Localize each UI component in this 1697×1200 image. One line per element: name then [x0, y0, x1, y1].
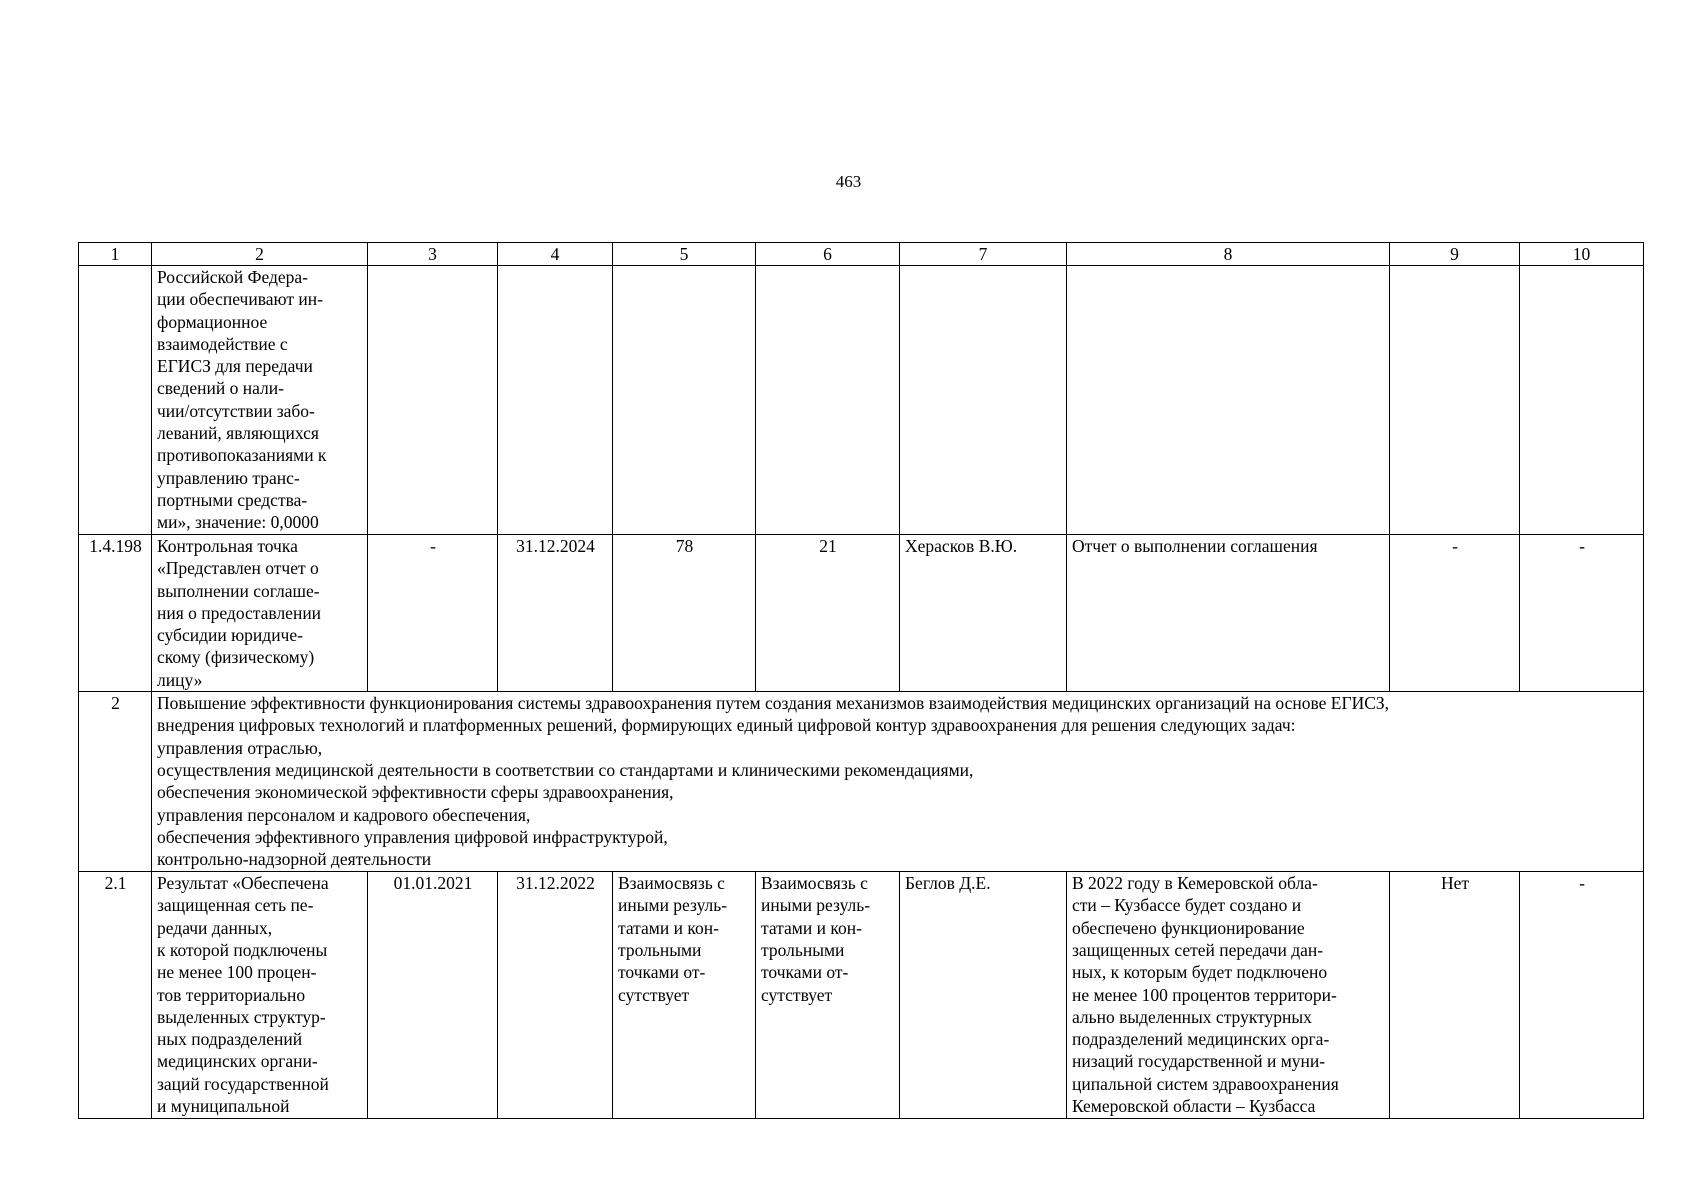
- end-date-cell: 31.12.2024: [498, 535, 613, 692]
- row-number-cell: 1.4.198: [79, 535, 152, 692]
- table-cell: -: [1520, 872, 1644, 1119]
- table-cell: 21: [756, 535, 900, 692]
- description-cell: Результат «Обеспечена защищенная сеть пе- редачи данных, к которой подключены не менее 100 процен- тов территориально выделенных структур- ных подразделений медицинских органи- заций государственной и муниципальной: [152, 872, 368, 1119]
- table-cell: [756, 266, 900, 535]
- description-cell: Российской Федера- ции обеспечивают ин- формационное взаимодействие с ЕГИСЗ для передачи сведений о нали- чии/отсутствии забо- леваний, являющихся противопоказаниями к управлению транс- портными средства- ми», значение: 0,0000: [152, 266, 368, 535]
- row-number-cell: [79, 266, 152, 535]
- column-header: 3: [368, 243, 498, 266]
- column-header: 10: [1520, 243, 1644, 266]
- section-row: [79, 692, 1644, 872]
- column-header: 8: [1067, 243, 1390, 266]
- column-header: 7: [900, 243, 1067, 266]
- table-cell: 78: [613, 535, 756, 692]
- column-header-row: [79, 243, 1644, 266]
- column-header: 1: [79, 243, 152, 266]
- description-cell: Контрольная точка «Представлен отчет о выполнении соглаше- ния о предоставлении субсидии юридиче- скому (физическому) лицу»: [152, 535, 368, 692]
- column-header: 5: [613, 243, 756, 266]
- table-row: [79, 266, 1644, 535]
- table-cell: [900, 266, 1067, 535]
- column-header: 4: [498, 243, 613, 266]
- result-description-cell: В 2022 году в Кемеровской обла- сти – Кузбассе будет создано и обеспечено функционирование защищенных сетей передачи дан- ных, к которым будет подключено не менее 100 процентов территори- ально выделенных структурных подразделений медицинских орга- низаций государственной и муни- ципальной систем здравоохранения Кемеровской области – Кузбасса: [1067, 872, 1390, 1119]
- row-number-cell: 2: [79, 692, 152, 872]
- successor-cell: Взаимосвязь с иными резуль- татами и кон- трольными точками от- сутствует: [756, 872, 900, 1119]
- result-description-cell: Отчет о выполнении соглашения: [1067, 535, 1390, 692]
- main-table: [78, 242, 1644, 1119]
- table-cell: [498, 266, 613, 535]
- end-date-cell: 31.12.2022: [498, 872, 613, 1119]
- column-header: 6: [756, 243, 900, 266]
- page-number: 463: [835, 172, 862, 191]
- column-header: 2: [152, 243, 368, 266]
- section-description-cell: Повышение эффективности функционирования системы здравоохранения путем создания механизмов взаимодействия медицинских организаций на основе ЕГИСЗ, внедрения цифровых технологий и платформенных решений, формирующих единый цифровой контур здравоохранения для решения следующих задач: управления отраслью, осуществления медицинской деятельности в соответствии со стандартами и клиническими рекомендациями, обеспечения экономической эффективности сферы здравоохранения, управления персоналом и кадрового обеспечения, обеспечения эффективного управления цифровой инфраструктурой, контрольно-надзорной деятельности: [152, 692, 1644, 872]
- table-row: [79, 872, 1644, 1119]
- row-number-cell: 2.1: [79, 872, 152, 1119]
- table-row: [79, 535, 1644, 692]
- table-cell: -: [1390, 535, 1520, 692]
- table-cell: -: [1520, 535, 1644, 692]
- table-cell: [368, 266, 498, 535]
- column-header: 9: [1390, 243, 1520, 266]
- responsible-cell: Херасков В.Ю.: [900, 535, 1067, 692]
- table-cell: [1390, 266, 1520, 535]
- table-cell: [1520, 266, 1644, 535]
- responsible-cell: Беглов Д.Е.: [900, 872, 1067, 1119]
- table-cell: [613, 266, 756, 535]
- table-cell: Нет: [1390, 872, 1520, 1119]
- predecessor-cell: Взаимосвязь с иными резуль- татами и кон- трольными точками от- сутствует: [613, 872, 756, 1119]
- start-date-cell: 01.01.2021: [368, 872, 498, 1119]
- start-date-cell: -: [368, 535, 498, 692]
- table-cell: [1067, 266, 1390, 535]
